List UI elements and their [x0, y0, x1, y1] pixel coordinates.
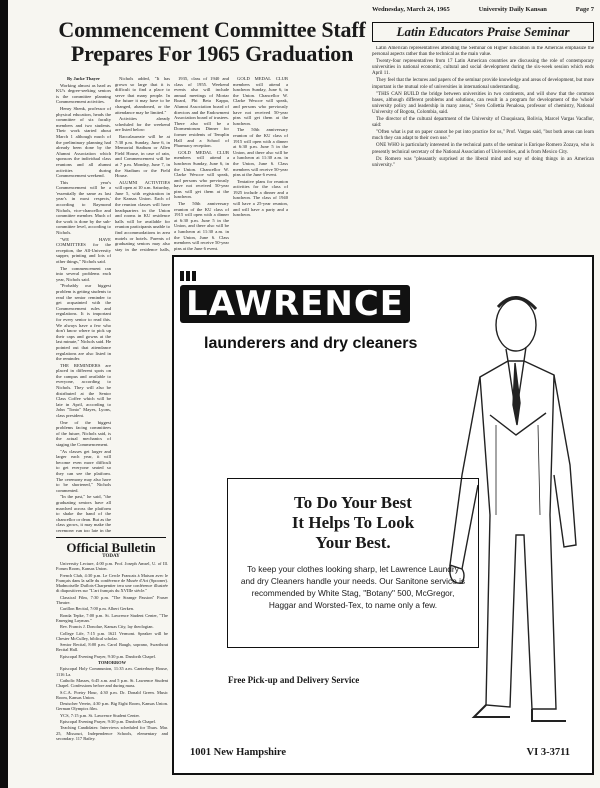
page-header — [372, 6, 594, 18]
seminar-paragraph: Latin American representatives attending the Seminar on Higher Education in the Americas emphasize the personal aspects rather than the technical as the main value. — [372, 46, 594, 58]
bulletin-item: YCS, 7:15 p.m. St. Lawrence Student Center. — [60, 712, 140, 718]
bulletin-item: Classical Film, 7:30 p.m. "The Strange Passion" Fraser Theatre. — [56, 594, 168, 606]
article-paragraph: "WE HAVE COMMITTEES for the reception, the All-University supper, printing and lots of other things," Nichols said. — [56, 236, 111, 264]
article-paragraph: Working almost as hard as KU's degree-seeking seniors is the committee planning Commencement activities. — [56, 82, 111, 105]
ad-address: 1001 New Hampshire — [190, 747, 287, 758]
seminar-paragraph: Dr. Romero was "pleasantly surprised at the liberal mind and way of doing things in an American university." — [372, 156, 594, 168]
ad-phone: VI 3-3711 — [526, 747, 570, 758]
article-paragraph: THE REMINDERS are placed in different spots on the campus and available to everyone, according to Nichols. They will also be distributed at the Senior Class Coffee which will be late in April, according to John "Tonto" Mayes, Lyons, class president. — [56, 362, 111, 419]
article-column-1 — [56, 76, 111, 532]
bulletin-subtitle: TODAY — [102, 554, 120, 559]
article-paragraph: GOLD MEDAL CLUB members will attend a luncheon Sunday, June 6, in the Union. Chancellor W. Clarke Wescoe will speak, and persons who previously have not received 50-year pins will get them at the luncheon. — [233, 76, 288, 126]
seminar-paragraph: ONE WHO is particularly interested in the technical parts of the seminar is Enrique Romero Zozaya, who is presently technical secretary of the National Association of Universities, and is from Mexico City. — [372, 143, 594, 155]
article-paragraph: 1935, class of 1940 and class of 1955. Weekend events also will include annual meetings of Mortar Board, Phi Beta Kappa, Alumni Association board of directors and the Endowment Association board of trustees. There also will be a Dormentorum Dinner for former residents of Templin Hall and a School of Pharmacy reception. — [174, 76, 229, 149]
article-column-4 — [233, 76, 288, 252]
bulletin-item: Deutscher Verein, 4:30 p.m. Big Eight Room, Kansas Union. German Olympics film. — [56, 701, 168, 712]
lawrence-brand-text: LAWRENCE — [186, 284, 404, 324]
header-page: Page 7 — [575, 6, 594, 13]
bulletin-title: Official Bulletin — [56, 537, 166, 556]
laundry-advertisement — [172, 255, 594, 775]
article-byline: By Jacke Thayer — [66, 76, 101, 81]
article-paragraph: Activities already scheduled for the weekend are listed below: — [115, 116, 170, 133]
article-paragraph: The 50th anniversary reunion of the KU class of 1915 will open with a dinner at 6:30 p.m. June 5 in the Union, and there also will be a luncheon at 11:30 a.m. in the Union, June 6. Class members will receive 50-year pins at the June 6 event. — [233, 127, 288, 178]
bulletin-item: Ronda Tepke, 7:00 p.m. St. Lawrence Student Center, "The Emerging Layman." — [56, 612, 168, 623]
header-date: Wednesday, March 24, 1965 — [372, 6, 450, 13]
article-headline: Commencement Committee Staff Prepares For 1965 Graduation — [58, 17, 366, 66]
bulletin-item: Episcopal Evening Prayer, 9:30 p.m. Danforth Chapel. — [60, 653, 156, 659]
article-paragraph: The 50th anniversary reunion of the KU class of 1915 will open with a dinner at 6:30 p.m. June 5 in the Union, and there also will be a luncheon at 11:30 a.m. in the Union, June 6. Class members will receive 50-year pins at the June 6 event. — [174, 201, 229, 251]
seminar-body — [372, 46, 594, 250]
ad-title-line-3: Your Best. — [315, 533, 391, 552]
seminar-paragraph: "Often what is put on paper cannot be put into practice for us," Prof. Vargas said, "but both areas can learn much they can adapt to their own use." — [372, 130, 594, 142]
article-column-3 — [174, 76, 229, 252]
article-paragraph: The commencement ran into several problems each year, Nichols said. — [56, 265, 111, 282]
ad-body: To keep your clothes looking sharp, let Lawrence Laundry and dry Cleaners handle your needs. Our Sanitone service is recommended by White Stag, "Botany" 500, McGregor, Haggar and Worsted-Tex, to name only a few. — [240, 564, 466, 610]
bulletin-item: S.C.A. Poetry Hour, 4:30 p.m. Dr. Donald Green. Music Room, Kansas Union. — [56, 689, 168, 700]
bulletin-item: Teaching Candidates: Interviews scheduled for Thurs. Mar. 25, Missouri, Independence Schools, elementary and secondary. 117 Bailey. — [56, 725, 168, 741]
bulletin-item: Catholic Masses, 6:45 a.m. and 5 p.m. St. Lawrence Student Chapel. Confessions before and during mass. — [56, 677, 168, 689]
article-paragraph: Nichols added, "It has grown so large that it is difficult to find a place to serve that many people. In the future it may have to be changed, abandoned, or the attendance may be limited." — [115, 76, 170, 115]
bulletin-item: Episcopal Evening Prayer, 9:30 p.m. Danforth Chapel. — [60, 719, 156, 725]
bulletin-item: Carillon Recital, 7:00 p.m. Albert Gerken. — [60, 606, 135, 612]
bulletin-subheading: TOMORROW — [98, 660, 126, 666]
article-paragraph: "As classes get larger and larger each year, it will become even more difficult to get everyone seated so they can see the platform. The ceremony may also have to be shortened," Nichols commented. — [56, 448, 111, 493]
bulletin-item: College Life, 7:15 p.m. 1621 Vermont. Speaker will be Chester McCulley, biblical scholar. — [56, 630, 168, 641]
article-paragraph: ALUMNI ACTIVITIES will open at 10 a.m. Saturday, June 5, with registration in the Kansas Union. Each of the reunion classes will have headquarters in the Union and rooms in KU residence halls will be available for reunion participants unable to find accommodations in area motels or hotels. Parents of graduating seniors may also stay in the residence halls, — [115, 179, 170, 252]
seminar-paragraph: The director of the cultural department of the University of Chuquisaca, Bolivia, Marcel Vargas Vacaflor, said: — [372, 117, 594, 129]
seminar-paragraph: They feel that the lectures and papers of the seminar provide knowledge and areas of development, but more important is the mutual role of universities in international understanding. — [372, 78, 594, 90]
article-paragraph: Tentative plans for reunion activities for the class of 1925 include a dinner and a luncheon. The class of 1940 will have a 25-year reunion, and will have a party and a luncheon. — [233, 178, 288, 218]
bulletin-item: Episcopal Holy Communion, 11:35 a.m. Canterbury House, 1116 La. — [56, 666, 168, 677]
article-paragraph: GOLD MEDAL CLUB members will attend a luncheon Sunday, June 6, in the Union. Chancellor W. Clarke Wescoe will speak, and persons who previously have not received 50-year pins will get them at the luncheon. — [174, 149, 229, 200]
seminar-headline: Latin Educators Praise Seminar — [372, 22, 594, 42]
ad-pickup-line: Free Pick-up and Delivery Service — [228, 675, 360, 685]
article-paragraph: Henry Shenk, professor of physical education, heads the committee of six faculty members and two students. Their work started about March 1 although much of the preliminary planning had already been done by the Alumni Association which sponsors the individual class reunions and all alumni activities during Commencement weekend. — [56, 105, 111, 179]
article-column-2 — [115, 76, 170, 252]
article-paragraph: One of the biggest problems facing committees of the future, Nichols said, is the actual mechanics of staging the Commencement. — [56, 419, 111, 447]
seminar-paragraph: "THIS CAN BUILD the bridge between universities in two continents, and will show that the common bases, although different problems and solutions, can result in a program for development of the 'whole' university policy and leadership in many areas," Sven Collettia Penalosa, professor of chemistry, National University of Bogota, Colombia, said. — [372, 91, 594, 115]
article-paragraph: This year's Commencement will be a 'essentially the same as last year's in most respects,' according to Raymond Nichols, vice-chancellor and committee member. Much of the work is done by the sub-committee level, according to Nichols. — [56, 179, 111, 236]
header-paper: University Daily Kansan — [478, 6, 547, 13]
article-paragraph: "Probably our biggest problem is getting students to read the senior reminder to get acquainted with the Commencement rules and regulations. It is important for every senior to read this. We always have a few who don't know where to pick up their caps and gowns at the last minute," Nichols said. He pointed out that attendance regulations are also listed in the reminder. — [56, 283, 111, 362]
seminar-paragraph: Twenty-four representatives from 17 Latin American countries are discussing the role of contemporary universities in national economic, cultural and social development during the six-week session which ends April 11. — [372, 59, 594, 77]
article-paragraph: "In the past," he said, "the graduating seniors have all marched across the platform to shake the hand of the chancellor or dean. But as the class grows, it may make the ceremony run too late in the — [56, 494, 111, 532]
ad-title-line-2: It Helps To Look — [291, 513, 415, 532]
bulletin-item: University Lecture, 4:00 p.m. Prof. Joseph Amsel, U. of Ill. Forum Room, Kansas Union. — [56, 561, 168, 572]
ad-subtitle: launderers and dry cleaners — [204, 335, 418, 352]
bulletin-item: Senior Recital, 8:00 p.m. Carol Baugh, soprano, Swarthout Recital Hall. — [56, 642, 168, 653]
bulletin-item: French Club, 4:30 p.m. Le Cercle Francais à Maison avec le Français dans la salle du conférence de Musée d'Art (Spooner). Madmoiselle Duflots-Charpentier tera une conférence illustrée di diapositives sur "L'art français du XVIIIe siècle." — [56, 572, 168, 594]
article-paragraph: Baccalaureate will be at 7:30 p.m. Sunday, June 6, in Memorial Stadium or Allen Field House, in case of rain, and Commencement will be at 7 p.m. Monday, June 7, in the Stadium or the Field House. — [115, 133, 170, 179]
ad-message-box — [227, 478, 479, 648]
bulletin-body — [56, 561, 168, 781]
lawrence-logo — [174, 269, 424, 329]
bulletin-item: Rev. Francis J. Donolue, Kansas City, lay theologian. — [60, 624, 154, 630]
ad-title-line-1: To Do Your Best — [294, 493, 412, 512]
